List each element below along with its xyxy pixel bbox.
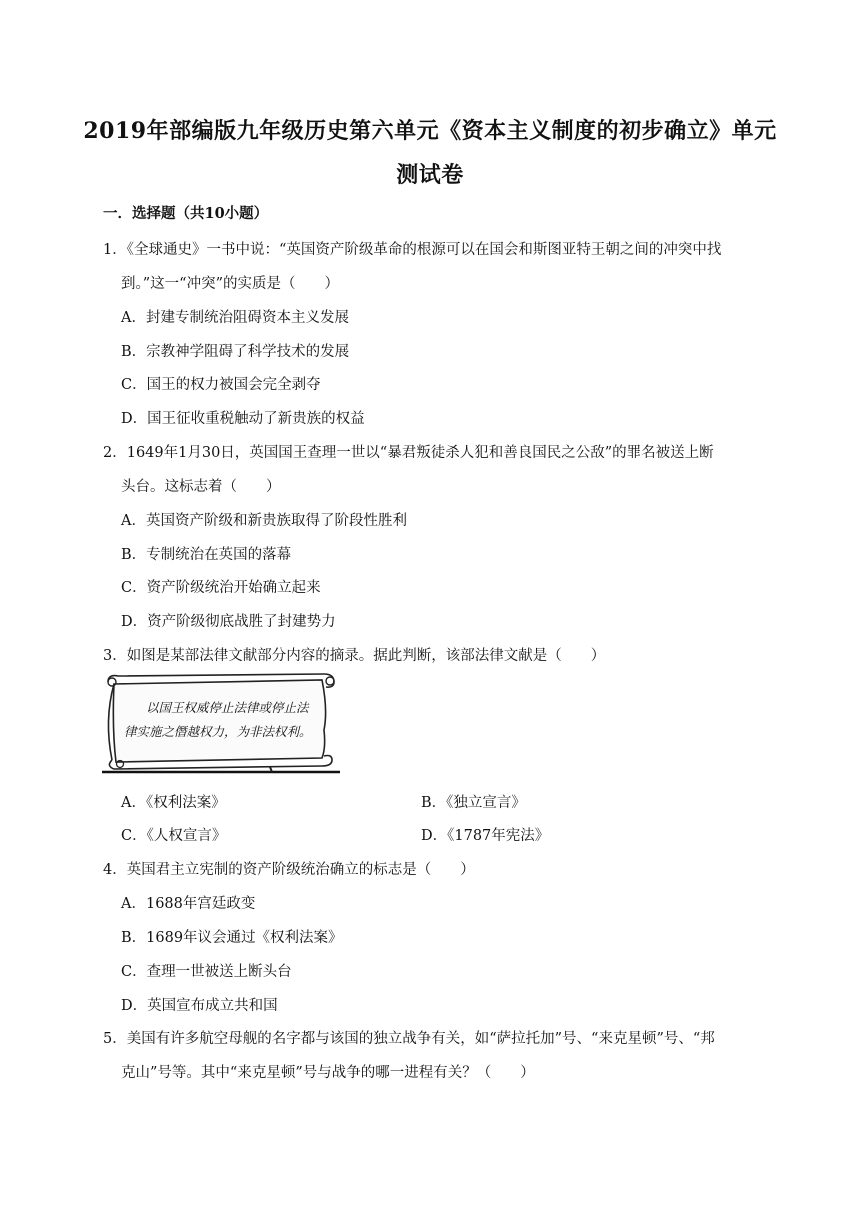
question-5-stem: 5．美国有许多航空母舰的名字都与该国的独立战争有关，如“萨拉托加”号、“来克星顿”号、“邦 — [103, 1031, 715, 1047]
scroll-text-line-2: 律实施之僭越权力，为非法权利。 — [124, 724, 312, 739]
question-2-option-c: C．资产阶级统治开始确立起来 — [121, 580, 321, 596]
question-3-stem: 3．如图是某部法律文献部分内容的摘录。据此判断，该部法律文献是（ ） — [103, 648, 606, 664]
question-4-stem: 4．英国君主立宪制的资产阶级统治确立的标志是（ ） — [103, 862, 475, 878]
question-3-option-c: C．《人权宣言》 — [121, 828, 227, 844]
question-5-stem-cont: 克山”号等。其中“来克星顿”号与战争的哪一进程有关？（ ） — [121, 1065, 535, 1081]
question-4-option-d: D．英国宣布成立共和国 — [121, 998, 278, 1014]
question-4-option-a: A．1688年宫廷政变 — [121, 896, 256, 912]
question-3-option-d: D．《1787年宪法》 — [421, 828, 550, 844]
question-2-option-b: B．专制统治在英国的落幕 — [121, 547, 292, 563]
page-title: 2019年部编版九年级历史第六单元《资本主义制度的初步确立》单元 — [83, 118, 777, 144]
question-3-option-b: B．《独立宣言》 — [421, 795, 526, 811]
question-1-option-c: C．国王的权力被国会完全剥夺 — [121, 377, 321, 393]
question-4-option-c: C．查理一世被送上断头台 — [121, 964, 292, 980]
scroll-text-line-1: 以国王权威停止法律或停止法 — [146, 700, 309, 715]
question-1-option-d: D．国王征收重税触动了新贵族的权益 — [121, 411, 365, 427]
question-3-option-a: A．《权利法案》 — [121, 795, 226, 811]
question-2-option-d: D．资产阶级彻底战胜了封建势力 — [121, 614, 336, 630]
question-2-stem-cont: 头台。这标志着（ ） — [121, 479, 281, 495]
section-heading: 一．选择题（共10小题） — [103, 205, 269, 222]
question-4-option-b: B．1689年议会通过《权利法案》 — [121, 930, 343, 946]
question-2-stem: 2．1649年1月30日，英国国王查理一世以“暴君叛徒杀人犯和善良国民之公敌”的罪名被送上断 — [103, 445, 714, 461]
question-2-option-a: A．英国资产阶级和新贵族取得了阶段性胜利 — [121, 513, 407, 529]
question-1-option-b: B．宗教神学阻碍了科学技术的发展 — [121, 344, 350, 360]
question-1-stem-cont: 到。”这一“冲突”的实质是（ ） — [121, 276, 339, 292]
scroll-icon — [102, 670, 340, 774]
question-1-stem: 1．《全球通史》一书中说：“英国资产阶级革命的根源可以在国会和斯图亚特王朝之间的冲突中找 — [103, 242, 722, 258]
page-title-continued: 测试卷 — [396, 162, 464, 188]
scroll-excerpt-image — [102, 670, 340, 774]
question-1-option-a: A．封建专制统治阻碍资本主义发展 — [121, 310, 349, 326]
